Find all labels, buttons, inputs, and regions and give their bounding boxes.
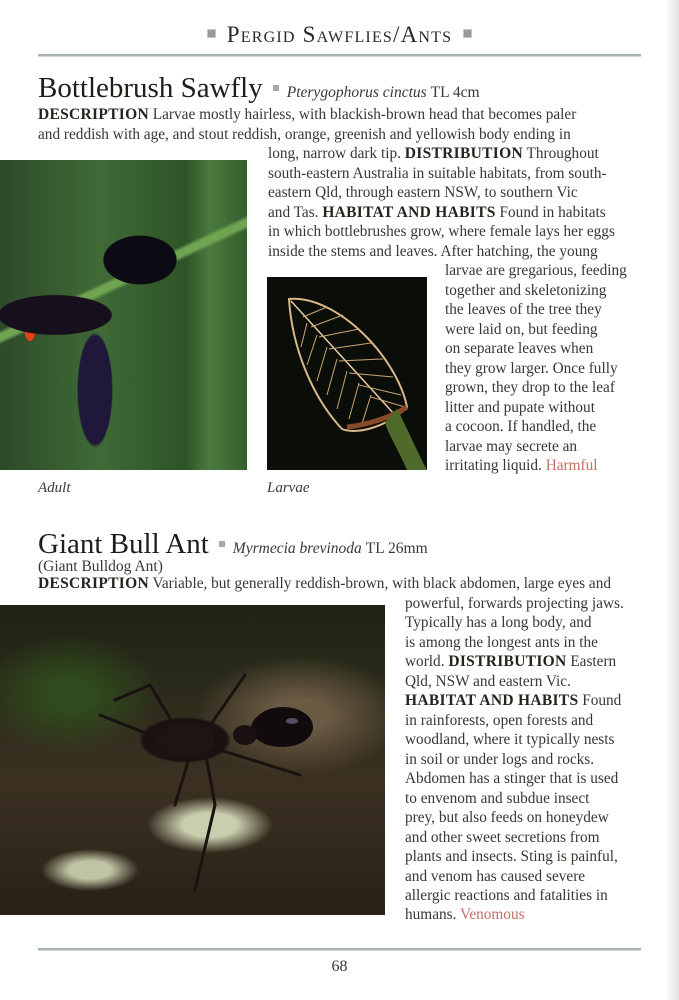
text: and other sweet secretions from [405,829,600,846]
ant-illustration [0,605,385,915]
scientific-name: Pterygophorus cinctus [286,84,427,101]
text-line [268,222,615,241]
text: plants and insects. Sting is painful, [405,848,618,865]
text: Typically has a long body, and [405,614,592,631]
status-label-venomous: Venomous [459,906,525,923]
text: litter and pupate without [445,399,595,416]
text: they grow larger. Once fully [445,360,618,377]
page-edge-shadow [665,0,679,1000]
text-line [38,125,571,144]
scientific-name: Myrmecia brevinoda [232,540,362,557]
keyword: HABITAT AND HABITS [405,692,579,709]
text-line [405,711,593,730]
text-line [445,339,593,358]
leaf-skeleton-illustration [267,277,427,470]
running-head-title: Pergid Sawflies/Ants [226,22,453,47]
text: in rainforests, open forests and [405,712,594,729]
keyword: DESCRIPTION [38,106,149,123]
text: inside the stems and leaves. After hatching, the young [268,243,598,260]
text: and venom has caused severe [405,868,586,885]
size: TL 4cm [430,84,480,101]
species-heading-giant-bull-ant [38,528,428,561]
text-line [405,672,571,691]
text: larvae are gregarious, feeding [445,262,627,279]
text: larvae may secrete an [445,438,578,455]
text-line [445,261,627,280]
text-line [268,203,606,222]
text: world. [405,653,449,670]
text: Variable, but generally reddish-brown, with black abdomen, large eyes and [148,575,611,592]
text-line [445,417,596,436]
caption-larvae: Larvae [267,480,310,496]
text-line [38,105,576,124]
common-name: Giant Bull Ant [38,528,209,560]
text: and Tas. [268,204,323,221]
text: Abdomen has a stinger that is used [405,770,619,787]
text: Qld, NSW and eastern Vic. [405,673,571,690]
caption-adult: Adult [38,480,71,496]
text: Throughout [522,145,599,162]
text-line [405,730,614,749]
page-number: 68 [331,958,348,975]
text-line [445,281,606,300]
running-head [0,22,679,48]
text-line [405,808,609,827]
text-line [405,613,592,632]
text: a cocoon. If handled, the [445,418,597,435]
text-line [268,144,599,163]
text: prey, but also feeds on honeydew [405,809,609,826]
text: and reddish with age, and stout reddish, orange, greenish and yellowish body ending in [38,126,571,143]
size: TL 26mm [365,540,428,557]
text-line [405,847,618,866]
text: the leaves of the tree they [445,301,602,318]
text-line [268,242,598,261]
bullet-icon [219,541,225,547]
text: south-eastern Australia in suitable habitats, from south- [268,165,607,182]
text-line [38,574,611,593]
text-line [268,164,607,183]
alternate-name: (Giant Bulldog Ant) [38,558,163,575]
text-line [405,867,585,886]
keyword: DESCRIPTION [38,575,149,592]
text: irritating liquid. [445,457,546,474]
text-line [405,789,589,808]
text: woodland, where it typically nests [405,731,615,748]
keyword: HABITAT AND HABITS [322,204,496,221]
text-line [445,398,595,417]
text-line [445,359,618,378]
keyword: DISTRIBUTION [404,145,523,162]
header-rule [38,54,641,57]
text-line [445,320,598,339]
text: Found [578,692,622,709]
text: to envenom and subdue insect [405,790,590,807]
photo-larvae [267,277,427,470]
text-line [405,633,598,652]
text: together and skeletonizing [445,282,607,299]
text: powerful, forwards projecting jaws. [405,595,624,612]
status-label-harmful: Harmful [545,457,598,474]
text: is among the longest ants in the [405,634,598,651]
photo-adult-sawfly [0,160,247,470]
text-line [445,300,602,319]
species-heading-bottlebrush-sawfly [38,72,480,105]
text-line [445,378,615,397]
text: humans. [405,906,460,923]
text: Found in habitats [495,204,606,221]
keyword: DISTRIBUTION [448,653,567,670]
text-line [405,905,525,924]
text-line [405,750,594,769]
text: Larvae mostly hairless, with blackish-brown head that becomes paler [148,106,577,123]
text-line [405,828,600,847]
text-line [405,691,621,710]
text: on separate leaves when [445,340,594,357]
photo-giant-bull-ant [0,605,385,915]
text: eastern Qld, through eastern NSW, to southern Vic [268,184,578,201]
text: grown, they drop to the leaf [445,379,615,396]
text: in which bottlebrushes grow, where female lays her eggs [268,223,615,240]
common-name: Bottlebrush Sawfly [38,72,263,104]
text: allergic reactions and fatalities in [405,887,608,904]
text: in soil or under logs and rocks. [405,751,595,768]
text-line [268,183,578,202]
ornament-left-icon [208,30,215,37]
footer-rule [38,948,641,951]
text-line [405,886,608,905]
text-line [405,769,618,788]
ornament-right-icon [464,30,471,37]
bullet-icon [273,85,279,91]
text: long, narrow dark tip. [268,145,405,162]
text: were laid on, but feeding [445,321,598,338]
text-line [445,456,598,475]
text-line [405,594,624,613]
text-line [405,652,616,671]
text-line [445,437,577,456]
text: Eastern [566,653,617,670]
